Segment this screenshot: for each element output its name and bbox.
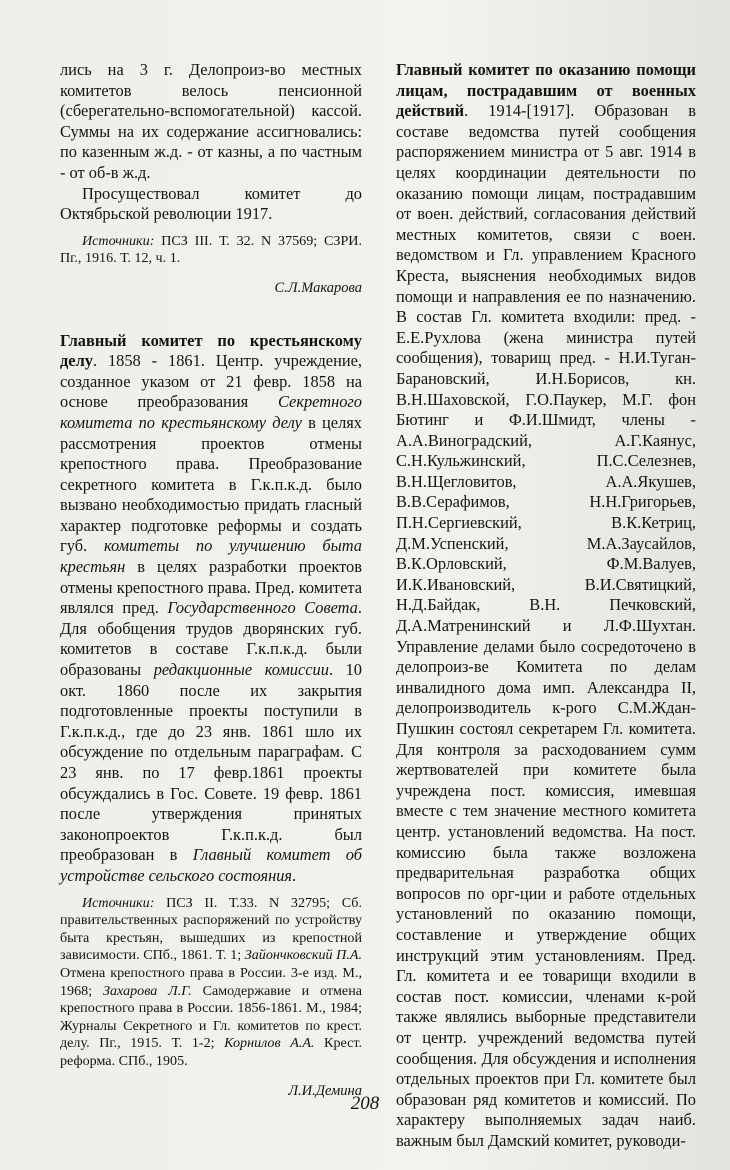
sources-block: Источники: ПСЗ II. Т.33. N 32795; Сб. правительственных распоряжений по устройству быта крестьян, вышедших из крепостной зависимости. СПб., 1861. Т. 1; Зайончковский П.А. Отмена крепостного права в России. 3-е изд. М., 1968; Захарова Л.Г. Самодержавие и отмена крепостного права в России. 1856-1861. М., 1984; Журналы Секретного и Гл. комитетов по крест. делу. Пг., 1915. Т. 1-2; Корнилов А.А. Крест. реформа. СПб., 1905. [60, 894, 362, 1069]
cross-reference: Государственного Совета [167, 598, 358, 618]
right-column [396, 60, 696, 1151]
sources-block [60, 233, 362, 268]
entry-body: . 1914-[1917]. Образован в составе ведомства путей сообщения распоряжением министра от 5 авг. 1914 в целях координации деятельности по оказанию помощи лицам, пострадавшим от воен. действий, согласования действий местных комитетов, связи с воен. ведомством и Гл. управлением Красного Креста, выяснения необходимых видов помощи и направления ее по назначению. В состав Гл. комитета входили: пред. - Е.Е.Рухлова (жена министра путей сообщения), товарищ пред. - Н.И.Туган-Барановский, И.Н.Борисов, кн. В.Н.Шаховской, Г.О.Паукер, М.Г. фон Бютинг и Ф.И.Шмидт, члены - А.А.Виноградский, А.Г.Каянус, С.Н.Кульжинский, П.С.Селезнев, В.Н.Щегловитов, А.А.Якушев, В.В.Серафимов, Н.Н.Григорьев, П.Н.Сергиевский, В.К.Кетриц, Д.М.Успенский, М.А.Заусайлов, В.К.Орловский, Ф.М.Валуев, И.К.Ивановский, В.И.Святицкий, Н.Д.Байдак, В.Н. Печковский, Д.А.Матренинский и Л.Ф.Шухтан. Управление делами было сосредоточено в делопроиз-ве Комитета по делам инвалидного дома имп. Александра II, делопроизводитель к-рого С.М.Ждан-Пушкин состоял секретарем Гл. комитета. Для контроля за расходованием сумм жертвователей при комитете была учреждена пост. комиссия, имевшая вместе с тем значение местного комитета центр. установлений ведомства. На пост. комиссию была также возложена предварительная разработка общих вопросов по орг-ции и работе отдельных установлений по оказанию помощи, составление и утверждение общих инструкций этим установлениям. Пред. Гл. комитета и ее товарищи входили в состав пост. комиссии, членами к-рой также являлись выборные представители от центр. учреждений ведомства путей сообщения. Для обсуждения и исполнения отдельных проектов при Гл. комитете был образован ряд комитетов и комиссий. По характеру выполняемых задач наиб. важным был Дамский комитет, руководи- [396, 101, 696, 1150]
left-column [60, 60, 362, 1101]
entry-title: Главный комитет по крестьянскому делу [60, 330, 362, 371]
cross-reference: комитеты по улучшению быта крестьян [60, 536, 362, 577]
sources-label: Источники: [82, 232, 155, 249]
cross-reference: Секретного комитета по крестьянскому делу [60, 392, 362, 432]
entry-war-victims-aid [396, 60, 696, 1151]
entry-peasant-affairs: Главный комитет по крестьянскому делу. 1858 - 1861. Центр. учреждение, созданное указом от 21 февр. 1858 на основе преобразования Секретного комитета по крестьянскому делу в целях рассмотрения проектов отмены крепостного права. Преобразование секретного комитета в Г.к.п.к.д. было вызвано необходимостью придать гласный характер подготовке реформы и создать губ. комитеты по улучшению быта крестьян в целях разработки проектов отмены крепостного права. Пред. комитета являлся пред. Государственного Совета. Для обобщения трудов дворянских губ. комитетов в составе Г.к.п.к.д. были образованы редакционные комиссии. 10 окт. 1860 после их закрытия подготовленные проекты поступили в Г.к.п.к.д., где до 23 янв. 1861 шло их обсуждение по отдельным параграфам. С 23 янв. по 17 февр.1861 проекты обсуждались в Гос. Совете. 19 февр. 1861 после утверждения принятых законопроектов Г.к.п.к.д. был преобразован в Главный комитет об устройстве сельского состояния. [60, 330, 363, 885]
sources-label: Источники: [82, 894, 155, 911]
closing-paragraph: Просуществовал комитет до Октябрьской революции 1917. [60, 183, 362, 224]
sources-text: ПСЗ III. Т. 32. N 37569; СЗРИ. Пг., 1916. Т. 12, ч. 1. [60, 232, 362, 267]
entry-title: Главный комитет по оказанию помощи лицам, пострадавшим от военных действий [396, 60, 696, 121]
author-signature: С.Л.Макарова [274, 279, 362, 296]
page-number: 208 [350, 1093, 380, 1114]
cross-reference: редакционные комиссии [153, 660, 329, 680]
continuation-paragraph: лись на 3 г. Делопроиз-во местных комитетов велось пенсионной (сберегательно-вспомогательной) кассой. Суммы на их содержание ассигновались: по казенным ж.д. - от казны, а по частным - от об-в ж.д. [60, 60, 362, 182]
author-signature: Л.И.Демина [288, 1082, 362, 1099]
cross-reference: Главный комитет об устройстве сельского состояния [60, 845, 362, 885]
